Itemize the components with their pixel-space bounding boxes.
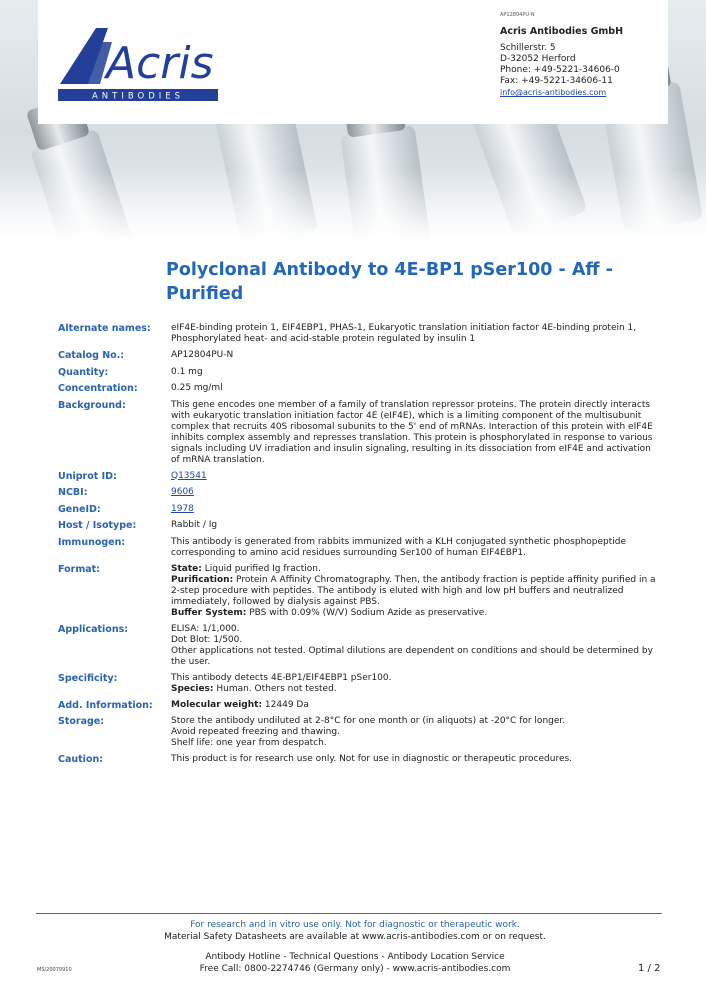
label-immunogen: Immunogen: — [58, 536, 126, 548]
application-line: Dot Blot: 1/500. — [171, 634, 243, 645]
value-alternate-names: eIF4E-binding protein 1, EIF4EBP1, PHAS-1, Eukaryotic translation initiation factor 4E-binding protein 1, Phosphorylated heat- and acid-stable protein regulated by insulin 1 — [171, 323, 637, 344]
purification-value: Protein A Affinity Chromatography. Then, the antibody fraction is peptide affinity purified in a 2-step procedure with peptides. The antibody is eluted with high and low pH buffers and neutralized immediately, followed by dialysis against PBS. — [171, 574, 656, 607]
value-format — [171, 564, 658, 619]
doc-code: AP12804PU-N — [500, 12, 535, 18]
buffer-label: Buffer System: — [171, 607, 247, 618]
value-host: Rabbit / Ig — [171, 520, 218, 530]
company-name: Acris Antibodies GmbH — [500, 26, 624, 37]
application-line: ELISA: 1/1,000. — [171, 623, 240, 634]
purification-label: Purification: — [171, 574, 234, 585]
address-street: Schillerstr. 5 — [500, 43, 556, 53]
buffer-value: PBS with 0.09% (W/V) Sodium Azide as preservative. — [246, 607, 488, 618]
footer-hotline: Antibody Hotline - Technical Questions - Antibody Location Service — [205, 952, 505, 962]
species-label: Species: — [171, 683, 214, 694]
row-storage — [58, 716, 658, 749]
mw-value: 12449 Da — [262, 699, 309, 710]
value-concentration: 0.25 mg/ml — [171, 383, 223, 393]
value-immunogen: This antibody is generated from rabbits immunized with a KLH conjugated synthetic phosphopeptide corresponding to amino acid residues surrounding Ser100 of human EIF4EBP1. — [171, 536, 627, 558]
value-quantity: 0.1 mg — [171, 366, 203, 377]
page-number: 1 / 2 — [638, 963, 661, 974]
application-line: Other applications not tested. Optimal dilutions are dependent on conditions and should be determined by the user. — [171, 645, 653, 667]
label-add-info: Add. Information: — [58, 699, 153, 711]
row-concentration — [58, 383, 658, 395]
storage-line: Store the antibody undiluted at 2-8°C for one month or (in aliquots) at -20°C for longer. — [171, 716, 566, 726]
label-format: Format: — [58, 563, 100, 575]
label-quantity: Quantity: — [58, 366, 109, 378]
company-address — [500, 12, 623, 97]
label-host: Host / Isotype: — [58, 520, 137, 531]
address-fax: Fax: +49-5221-34606-11 — [500, 76, 613, 86]
row-uniprot — [58, 471, 658, 483]
row-format — [58, 564, 658, 619]
storage-line: Avoid repeated freezing and thawing. — [171, 727, 340, 737]
label-alternate-names: Alternate names: — [58, 323, 151, 334]
row-quantity — [58, 367, 658, 379]
label-geneid: GeneID: — [58, 503, 101, 515]
state-value: Liquid purified Ig fraction. — [201, 563, 321, 574]
footer-research-notice: For research and in vitro use only. Not for diagnostic or therapeutic work. — [190, 920, 520, 930]
value-storage — [171, 716, 658, 749]
email-link[interactable]: info@acris-antibodies.com — [500, 88, 607, 97]
row-add-info — [58, 700, 658, 712]
row-catalog-no — [58, 350, 658, 362]
label-applications: Applications: — [58, 623, 129, 635]
product-details — [58, 323, 658, 771]
row-caution — [58, 754, 658, 766]
storage-line: Shelf life: one year from despatch. — [171, 738, 327, 748]
ncbi-link[interactable]: 9606 — [171, 487, 194, 497]
row-immunogen — [58, 537, 658, 559]
label-background: Background: — [58, 399, 126, 411]
label-specificity: Specificity: — [58, 672, 118, 684]
row-host — [58, 520, 658, 532]
footer-msds-notice: Material Safety Datasheets are available at www.acris-antibodies.com or on request. — [164, 932, 546, 942]
value-background: This gene encodes one member of a family of translation repressor proteins. The protein directly interacts with eukaryotic translation initiation factor 4E (eIF4E), which is a limiting component of the multisubunit complex that recruits 40S ribosomal subunits to the 5' end of mRNAs. Interaction of this protein with eIF4E inhibits complex assembly and represses translation. This protein is phosphorylated in response to various signals including UV irradiation and insulin signaling, resulting in its dissociation from eIF4E and activation of mRNA translation. — [171, 399, 653, 465]
footer-free-call: Free Call: 0800-2274746 (Germany only) - www.acris-antibodies.com — [199, 964, 511, 974]
geneid-link[interactable]: 1978 — [171, 503, 194, 514]
value-add-info — [171, 700, 658, 712]
row-background — [58, 400, 658, 466]
species-value: Human. Others not tested. — [213, 683, 337, 694]
value-applications — [171, 624, 658, 668]
logo-subtext: ANTIBODIES — [91, 91, 185, 102]
state-label: State: — [171, 563, 202, 574]
footer-divider — [36, 913, 662, 914]
label-ncbi: NCBI: — [58, 487, 88, 498]
label-caution: Caution: — [58, 754, 104, 765]
row-applications — [58, 624, 658, 668]
address-city: D-32052 Herford — [500, 54, 576, 64]
row-geneid — [58, 504, 658, 516]
row-specificity — [58, 673, 658, 695]
address-phone: Phone: +49-5221-34606-0 — [500, 65, 620, 75]
value-specificity — [171, 673, 658, 695]
ms-code: MS/20070910 — [37, 967, 72, 973]
label-concentration: Concentration: — [58, 383, 138, 394]
label-uniprot: Uniprot ID: — [58, 470, 117, 482]
label-storage: Storage: — [58, 716, 105, 727]
specificity-line: This antibody detects 4E-BP1/EIF4EBP1 pSer100. — [171, 672, 392, 683]
acris-logo — [58, 22, 218, 112]
product-title: Polyclonal Antibody to 4E-BP1 pSer100 - Aff - Purified — [166, 260, 613, 304]
row-ncbi — [58, 487, 658, 499]
label-catalog-no: Catalog No.: — [58, 350, 125, 361]
value-catalog-no: AP12804PU-N — [171, 350, 234, 360]
uniprot-link[interactable]: Q13541 — [171, 470, 207, 481]
logo-wordmark: Acris — [106, 38, 214, 89]
mw-label: Molecular weight: — [171, 699, 263, 710]
value-caution: This product is for research use only. Not for use in diagnostic or therapeutic procedures. — [171, 754, 573, 764]
row-alternate-names — [58, 323, 658, 345]
footer — [60, 919, 650, 975]
